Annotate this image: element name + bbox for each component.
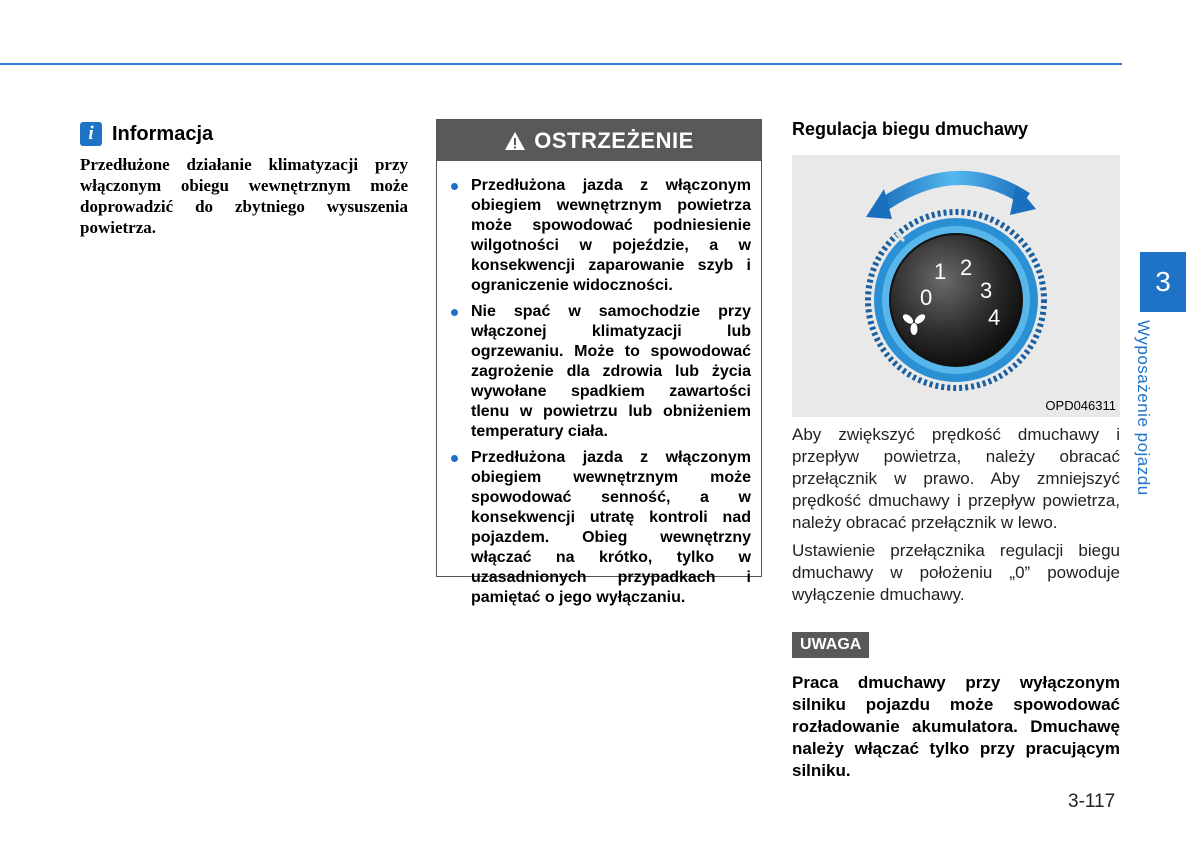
blower-section xyxy=(792,118,1120,782)
warning-item-text: Przedłużona jazda z włączonym obiegiem wewnętrznym powietrza może spowodować podniesienie wilgotności w pojeździe, a w konsekwencji zaparowanie szyb i ograniczenie widoczności. xyxy=(471,177,751,294)
warning-item xyxy=(449,302,751,442)
warning-list xyxy=(437,161,761,608)
warning-item xyxy=(449,176,751,296)
page-number: 3-117 xyxy=(1068,791,1116,812)
section-title: Regulacja biegu dmuchawy xyxy=(792,119,1029,139)
paragraph: Aby zwiększyć prędkość dmuchawy i przepływ powietrza, należy obracać przełącznik w prawo. Aby zmniejszyć prędkość dmuchawy i przepływ powietrza, należy obracać przełącznik w lewo. xyxy=(792,425,1120,532)
warning-item-text: Przedłużona jazda z włączonym obiegiem wewnętrznym może spowodować senność, a w konsekwencji utratę kontroli nad pojazdem. Obieg wewnętrzny włączać na krótko, tylko w uzasadnionych przypadkach i pamiętać o jego wyłączaniu. xyxy=(471,449,751,606)
warning-icon xyxy=(504,131,526,151)
chapter-title xyxy=(1134,320,1175,500)
warning-header xyxy=(437,120,761,161)
bullet-icon xyxy=(451,309,458,316)
note-text: Praca dmuchawy przy wyłączonym silniku pojazdu może spowodować rozładowanie akumulatora. Dmuchawę należy włączać tylko przy pracującym silniku. xyxy=(792,673,1120,780)
info-box xyxy=(80,120,408,238)
chapter-title-text: Wyposażenie pojazdu xyxy=(1134,320,1153,496)
header-rule xyxy=(0,63,1122,65)
knob-label-0: 0 xyxy=(920,285,933,310)
knob-label-4: 4 xyxy=(988,305,1001,330)
warning-item xyxy=(449,448,751,608)
knob-label-1: 1 xyxy=(934,259,947,284)
knob-label-3: 3 xyxy=(980,278,993,303)
bullet-icon xyxy=(451,183,458,190)
blower-knob-illustration xyxy=(792,155,1120,417)
chapter-tab[interactable]: 3 xyxy=(1140,252,1186,312)
info-title: Informacja xyxy=(112,122,214,145)
blower-knob-figure xyxy=(792,155,1120,417)
bullet-icon xyxy=(451,455,458,462)
knob-label-2: 2 xyxy=(960,255,973,280)
note-badge: UWAGA xyxy=(792,632,869,658)
warning-title: OSTRZEŻENIE xyxy=(534,127,694,153)
figure-code: OPD046311 xyxy=(1045,398,1116,413)
warning-box xyxy=(436,119,762,606)
info-header xyxy=(80,120,408,148)
info-icon: i xyxy=(80,122,102,146)
paragraph: Ustawienie przełącznika regulacji biegu dmuchawy w położeniu „0” powoduje wyłączenie dmuchawy. xyxy=(792,541,1120,604)
warning-item-text: Nie spać w samochodzie przy włączonej klimatyzacji lub ogrzewaniu. Może to spowodować zagrożenie dla zdrowia lub życia wywołane spadkiem zawartości tlenu w powietrzu lub obniżeniem temperatury ciała. xyxy=(471,303,751,440)
info-text: Przedłużone działanie klimatyzacji przy włączonym obiegu wewnętrznym może doprowadzić do zbytniego wysuszenia powietrza. xyxy=(80,155,408,237)
